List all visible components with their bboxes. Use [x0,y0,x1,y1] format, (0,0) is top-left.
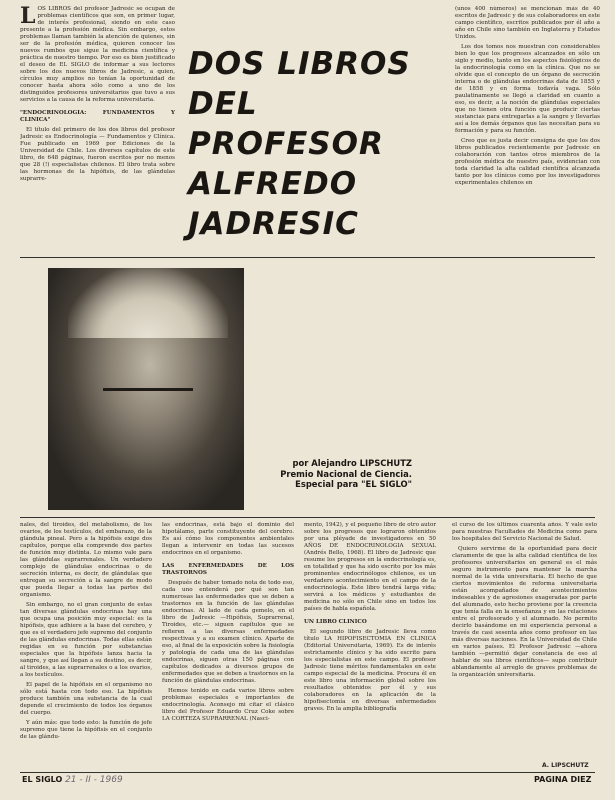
bottom-col3-paragraph-2: El segundo libro de Jadresic lleva como título LA HIPOFISECTOMIA EN CLINICA (Editorial Universitaria, 1969). Es de interés estrictamente clínico y ha sido escrito para los especialistas en este campo. El profesor Jadresic tiene méritos fundamentales en este campo especial de la medicina. Procura él en este libro una información global sobre los resultados obtenidos por él y sus colaboradores en la aplicación de la hipofisectomía en diversas enfermedades graves. En la amplia bibliografía [304,629,436,712]
paper-name: EL SIGLO [22,775,63,784]
bottom-col2-subheading: LAS ENFERMEDADES DE LOS TRASTORNOS [162,563,294,576]
bottom-col1-paragraph-4: Y aún más: que todo esto: la función de jefe supremo que tiene la hipófisis en el conjunto de las glándu- [20,720,152,740]
bottom-column-1 [20,522,152,770]
bottom-col4-paragraph-2: Quiero servirme de la oportunidad para decir claramente de que la alta calidad científica de los profesores universitarios en general es el más seguro instrumento para mantener la marcha normal de la vida universitaria. El hecho de que ciertos movimientos de reforma universitaria están acompañados de acontecimientos indeseables y de agresiones exageradas por parte del alumnado, esto hecho proviene por la creencia que tenía falla en la enseñanza y en las relaciones entre el profesorado y el alumnado. No permito decirlo basándome en mi experiencia personal a través de casi sesenta años como profesor en las más diversas naciones. En la Universidad de Chile en varios países. El Profesor Jadresic —ahora también —permitió dejar constancia de eso al hablar de sus libros científicos— supo contribuir ablandamente al arreglo de graves problemas de la organización universitaria. [452,546,597,678]
bottom-col2-paragraph-2: Después de haber tomado nota de todo eso, cada uno entenderá por qué son tan numerosas las enfermedades que se deben a trastornos en la función de las glándulas endocrinas. Al lado de cada gemelo, en el libro de Jadresic —Hipófisis, Suprarrenal, Tiroides, etc.— siguen capítulos que se refieren a las diversas enfermedades respectivas y a su examen clínico. Aparte de eso, al final de la exposición sobre la fisiología y patología de cada una de las glándulas endocrinas, siguen otras 150 páginas con capítulos dedicados a diversos grupos de enfermedades que se deben a trastornos en la función de glándulas endocrinas. [162,580,294,684]
byline-author: por Alejandro LIPSCHUTZ [292,458,412,468]
bottom-col1-paragraph-2: Sin embargo, no el gran conjunto de estas tan diversas glándulas endocrinas hay una que ocupa una posición muy especial: es la hipófisis, que adhiere a la base del cerebro, y que es el verdadero jefe supremo del conjunto de las glándulas endocrinas. Todas ellas están regidas en su función por substancias especiales que la hipófisis lanza hacia la sangre, y que así llegan a su destino, es decir, al tiroides, a las suprarrenales o a los ovarios, a los testículos. [20,602,152,678]
bottom-col3-paragraph-1: mento, 1942), y el pequeño libro de otro autor sobre los progresos que lograron obtenidos por una pléyade de investigadores en 50 AÑOS DE ENDOCRINOLOGIA SEXUAL (Andrés Bello, 1968). El libro de Jadresic que resume los progresos en la endocrinología es, en totalidad y que ha sido escrito por los más prominentes endocrinólogos chilenos, es un verdadero acontecimiento en el campo de la endocrinología. Este libro tendrá larga vida; servirá a los médicos y estudiantes de medicina no sólo en Chile sino en todos los países de habla española. [304,522,436,612]
intro-column [20,6,175,254]
headline-line-2: PROFESOR [188,126,384,162]
byline-title: Premio Nacional de Ciencia. [280,468,412,479]
bottom-column-4 [452,522,597,758]
author-portrait-photo [48,268,244,510]
intro-paragraph-1: OS LIBROS del profesor Jadresic se ocupan de problemas científicos que son, en primer lugar, de interés profesional, siendo en este caso presente a la profesión médica. Sin embargo, estos problemas llaman también la atención de quienes, sin ser de la profesión médica, quieren conocer los nuevos rumbos que sigue la medicina científica y práctica de nuestro tiempo. Por eso es bien justificado el deseo de EL SIGLO de informar a sus lectores sobre los dos nuevos libros de Jadresic, a quien, círculos muy amplios no tenían la oportunidad de conocer hasta ahora sólo como a uno de los distinguidos profesores universitarios que tuvo a sus servicios a la causa de la reforma universitaria. [20,6,175,103]
bottom-col1-paragraph-3: El papel de la hipófisis en el organismo no sólo está hasta con todo eso. La hipófisis produce también una substancia de la cual depende el crecimiento de todos los órganos del cuerpo. [20,682,152,716]
right-top-paragraph-2: Los dos tomos nos muestran con considerables bien lo que los progresos alcanzados en sólo un siglo y medio, tanto en los aspectos fisiológicos de la endocrinología como en la clínica. Que no se olvide que el concepto de un órgano de secreción interna o de glándulas endocrinas data de 1855 y de 1858 y en forma todavía vaga. Sólo paulatinamente se llegó a claridad en cuanto a eso, es decir, a la noción de glándulas especiales que no tienen otra función que producir ciertas sustancias para entregarlas a la sangre y llevarlas así a los demás órganos que las necesitan para su formación y para su función. [455,44,600,134]
bottom-col4-paragraph-1: el curso de los últimos cuarenta años. Y vale esto para nuestras Facultades de Medicina como para los hospitales del Servicio Nacional de Salud. [452,522,597,542]
right-top-column [455,6,600,254]
handwritten-date: 21 - II - 1969 [65,775,123,785]
footer-page-number: PAGINA DIEZ [534,775,592,784]
intro-subheading: "ENDOCRINOLOGIA: FUNDAMENTOS Y CLINICA" [20,110,175,123]
portrait-glasses [103,388,193,413]
byline [272,458,412,490]
bottom-col2-paragraph-1: las endocrinas, está bajo el dominio del hipotálamo, parte constituyente del cerebro. Es así cómo los componentes ambientales llegan a intervenir en todas las sucesos endocrinos en el organismo. [162,522,294,556]
right-top-paragraph-1: (unos 400 números) se mencionan más de 40 escritos de Jadresic y de sus colaboradores en este campo científico, escritos publicados por él año a año en Chile sino también en Inglaterra y Estados Unidos. [455,6,600,40]
headline-line-1: DOS LIBROS DEL [188,46,411,122]
footer-paper-name [22,775,123,785]
byline-special: Especial para "EL SIGLO" [295,479,412,489]
signature: A. LIPSCHUTZ [542,762,589,769]
headline-line-3: ALFREDO [188,166,358,202]
headline-line-4: JADRESIC [188,206,359,242]
right-top-paragraph-3: Creo que es justa decir consigna de que los dos libros publicados recientemente por Jadresic en colaboración con tantos otros miembros de la profesión médica de nuestro país, evidencian con toda claridad la alta calidad científica alcanzada tanto por los clínicos como por los investigadores experimentales chilenos en [455,138,600,186]
footer-rule [20,772,595,773]
headline [188,44,448,244]
bottom-col1-paragraph-1: nales, del tiroides, del metabolismo, de los ovarios, de los testículos, del embarazo, de la glándula pineal. Pero a la hipófisis exige dos capítulos, porque ella comprende dos partes de función muy distinta. Lo mismo vale para las glándulas suprarrenales. Un verdadero complejo de glándulas endocrinas o de secreción interna, es decir, de glándulas que entregan su secreción a la sangre de modo que pueda llegar a todas las partes del organismo. [20,522,152,598]
bottom-col3-subheading: UN LIBRO CLINICO [304,619,367,625]
intro-paragraph-2: El título del primero de los dos libros del profesor Jadresic es Endocrinología — Fundamentos y Clínica. Fue publicado en 1969 por Ediciones de la Universidad de Chile. Los diversos capítulos de este libro, de 648 páginas, fueron escritos por no menos que 28 (!) especialistas chilenos. El libro trata sobre las hormonas de la hipófisis, de las glándulas suprarre- [20,127,175,182]
portrait-hair [68,268,228,338]
bottom-column-3 [304,522,436,770]
drop-cap: L [20,6,36,29]
bottom-col2-paragraph-3: Hemos tenido en cada varios libros sobre problemas especiales e importantes de endocrinología. Aconsejo mi citar el clásico libro del Profesor Eduardo Cruz Coke sobre LA CORTEZA SUPRARRENAL (Nasci- [162,688,294,722]
bottom-column-2 [162,522,294,770]
